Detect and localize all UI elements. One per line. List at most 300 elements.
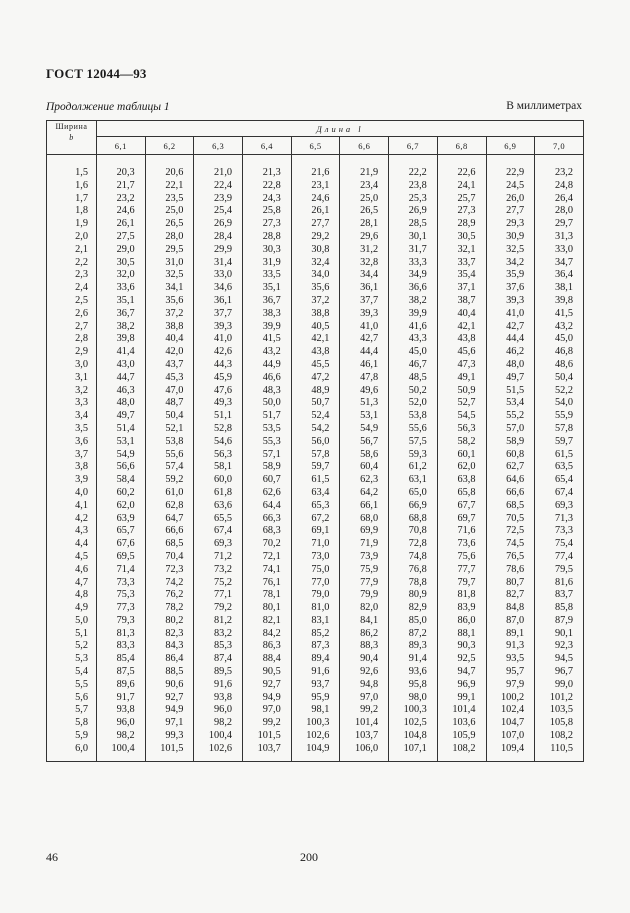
- width-cell: 2,8: [47, 333, 97, 346]
- value-cell: 86,3: [243, 640, 292, 653]
- value-cell: 98,1: [291, 704, 340, 717]
- value-cell: 45,0: [535, 333, 584, 346]
- value-cell: 98,2: [97, 730, 146, 743]
- value-cell: 27,3: [437, 205, 486, 218]
- table-row: [47, 666, 584, 679]
- value-cell: 57,5: [389, 436, 438, 449]
- value-cell: 48,3: [243, 385, 292, 398]
- value-cell: 52,2: [535, 385, 584, 398]
- value-cell: 91,3: [486, 640, 535, 653]
- value-cell: 83,1: [291, 615, 340, 628]
- table-body: [47, 155, 584, 762]
- table-row: [47, 359, 584, 372]
- value-cell: 82,1: [243, 615, 292, 628]
- value-cell: 30,9: [486, 231, 535, 244]
- value-cell: 41,0: [194, 333, 243, 346]
- value-cell: 98,0: [389, 692, 438, 705]
- width-cell: 4,6: [47, 564, 97, 577]
- table-row: [47, 564, 584, 577]
- value-cell: 38,3: [243, 308, 292, 321]
- value-cell: 47,6: [194, 385, 243, 398]
- value-cell: 29,7: [535, 218, 584, 231]
- value-cell: 22,1: [145, 180, 194, 193]
- value-cell: 91,7: [97, 692, 146, 705]
- value-cell: 29,5: [145, 244, 194, 257]
- width-cell: 4,0: [47, 487, 97, 500]
- value-cell: 42,7: [486, 321, 535, 334]
- value-cell: 27,7: [486, 205, 535, 218]
- value-cell: 93,5: [486, 653, 535, 666]
- width-cell: 5,5: [47, 679, 97, 692]
- value-cell: 36,7: [97, 308, 146, 321]
- value-cell: 58,2: [437, 436, 486, 449]
- table-row: [47, 692, 584, 705]
- value-cell: 94,9: [243, 692, 292, 705]
- value-cell: 47,3: [437, 359, 486, 372]
- value-cell: 48,6: [535, 359, 584, 372]
- value-cell: 107,0: [486, 730, 535, 743]
- value-cell: 27,3: [243, 218, 292, 231]
- value-cell: 32,8: [340, 257, 389, 270]
- length-column-header: 7,0: [535, 137, 584, 155]
- value-cell: 32,5: [486, 244, 535, 257]
- value-cell: 26,9: [194, 218, 243, 231]
- value-cell: 93,8: [194, 692, 243, 705]
- value-cell: 22,4: [194, 180, 243, 193]
- value-cell: 35,1: [97, 295, 146, 308]
- value-cell: 63,1: [389, 474, 438, 487]
- width-cell: 4,3: [47, 525, 97, 538]
- value-cell: 56,6: [97, 461, 146, 474]
- value-cell: 45,5: [291, 359, 340, 372]
- value-cell: 41,0: [340, 321, 389, 334]
- value-cell: 79,3: [97, 615, 146, 628]
- value-cell: 60,8: [486, 449, 535, 462]
- value-cell: 71,9: [340, 538, 389, 551]
- value-cell: 62,7: [486, 461, 535, 474]
- width-cell: 1,7: [47, 193, 97, 206]
- length-column-header: 6,4: [243, 137, 292, 155]
- value-cell: 37,2: [145, 308, 194, 321]
- value-cell: 29,0: [97, 244, 146, 257]
- value-cell: 46,6: [243, 372, 292, 385]
- table-row: [47, 231, 584, 244]
- sheet-number: 200: [300, 850, 318, 864]
- value-cell: 69,1: [291, 525, 340, 538]
- value-cell: 45,0: [389, 346, 438, 359]
- value-cell: 46,7: [389, 359, 438, 372]
- value-cell: 78,8: [389, 577, 438, 590]
- length-column-header: 6,2: [145, 137, 194, 155]
- value-cell: 81,0: [291, 602, 340, 615]
- value-cell: 50,4: [145, 410, 194, 423]
- width-cell: 5,9: [47, 730, 97, 743]
- value-cell: 52,4: [291, 410, 340, 423]
- value-cell: 26,4: [535, 193, 584, 206]
- table-row: [47, 551, 584, 564]
- table-row: [47, 269, 584, 282]
- table-row: [47, 704, 584, 717]
- value-cell: 28,0: [535, 205, 584, 218]
- width-cell: 2,5: [47, 295, 97, 308]
- value-cell: 104,7: [486, 717, 535, 730]
- value-cell: 84,3: [145, 640, 194, 653]
- value-cell: 62,6: [243, 487, 292, 500]
- value-cell: 50,2: [389, 385, 438, 398]
- value-cell: 25,8: [243, 205, 292, 218]
- value-cell: 96,7: [535, 666, 584, 679]
- value-cell: 90,6: [145, 679, 194, 692]
- table-row: [47, 205, 584, 218]
- value-cell: 101,5: [145, 743, 194, 761]
- units-caption: В миллиметрах: [506, 100, 582, 112]
- table-continuation-caption: Продолжение таблицы 1: [46, 101, 170, 113]
- value-cell: 62,8: [145, 500, 194, 513]
- value-cell: 48,5: [389, 372, 438, 385]
- value-cell: 67,2: [291, 513, 340, 526]
- value-cell: 66,6: [145, 525, 194, 538]
- table-row: [47, 449, 584, 462]
- value-cell: 65,3: [291, 500, 340, 513]
- value-cell: 30,8: [291, 244, 340, 257]
- value-cell: 68,5: [486, 500, 535, 513]
- value-cell: 81,2: [194, 615, 243, 628]
- value-cell: 38,8: [291, 308, 340, 321]
- value-cell: 75,2: [194, 577, 243, 590]
- value-cell: 110,5: [535, 743, 584, 761]
- length-group-header: Длина l: [97, 121, 584, 137]
- value-cell: 69,5: [97, 551, 146, 564]
- value-cell: 33,7: [437, 257, 486, 270]
- value-cell: 60,7: [243, 474, 292, 487]
- value-cell: 58,9: [486, 436, 535, 449]
- value-cell: 21,3: [243, 155, 292, 180]
- value-cell: 55,6: [145, 449, 194, 462]
- value-cell: 83,7: [535, 589, 584, 602]
- value-cell: 60,2: [97, 487, 146, 500]
- value-cell: 85,3: [194, 640, 243, 653]
- width-header-symbol: b: [69, 133, 74, 142]
- table-row: [47, 436, 584, 449]
- value-cell: 64,2: [340, 487, 389, 500]
- value-cell: 41,4: [97, 346, 146, 359]
- value-cell: 41,6: [389, 321, 438, 334]
- value-cell: 29,9: [194, 244, 243, 257]
- value-cell: 96,0: [194, 704, 243, 717]
- value-cell: 34,2: [486, 257, 535, 270]
- value-cell: 91,6: [194, 679, 243, 692]
- width-cell: 3,0: [47, 359, 97, 372]
- table-row: [47, 653, 584, 666]
- value-cell: 70,8: [389, 525, 438, 538]
- value-cell: 79,7: [437, 577, 486, 590]
- value-cell: 26,1: [291, 205, 340, 218]
- value-cell: 31,0: [145, 257, 194, 270]
- value-cell: 80,7: [486, 577, 535, 590]
- value-cell: 71,3: [535, 513, 584, 526]
- value-cell: 85,2: [291, 628, 340, 641]
- value-cell: 23,4: [340, 180, 389, 193]
- width-cell: 5,1: [47, 628, 97, 641]
- value-cell: 40,4: [145, 333, 194, 346]
- value-cell: 47,0: [145, 385, 194, 398]
- width-cell: 4,1: [47, 500, 97, 513]
- value-cell: 39,9: [389, 308, 438, 321]
- value-cell: 55,9: [535, 410, 584, 423]
- value-cell: 64,7: [145, 513, 194, 526]
- value-cell: 24,3: [243, 193, 292, 206]
- value-cell: 66,3: [243, 513, 292, 526]
- width-cell: 5,7: [47, 704, 97, 717]
- value-cell: 71,4: [97, 564, 146, 577]
- value-cell: 56,0: [291, 436, 340, 449]
- value-cell: 73,3: [535, 525, 584, 538]
- value-cell: 96,0: [97, 717, 146, 730]
- value-cell: 32,1: [437, 244, 486, 257]
- value-cell: 87,3: [291, 640, 340, 653]
- value-cell: 87,5: [97, 666, 146, 679]
- width-cell: 5,4: [47, 666, 97, 679]
- value-cell: 50,4: [535, 372, 584, 385]
- value-cell: 23,1: [291, 180, 340, 193]
- value-cell: 39,9: [243, 321, 292, 334]
- value-cell: 26,5: [340, 205, 389, 218]
- length-column-header: 6,6: [340, 137, 389, 155]
- table-row: [47, 180, 584, 193]
- value-cell: 38,2: [389, 295, 438, 308]
- width-cell: 2,9: [47, 346, 97, 359]
- value-cell: 68,8: [389, 513, 438, 526]
- width-cell: 2,4: [47, 282, 97, 295]
- value-cell: 43,8: [291, 346, 340, 359]
- value-cell: 30,3: [243, 244, 292, 257]
- length-column-header: 6,9: [486, 137, 535, 155]
- table-row: [47, 295, 584, 308]
- value-cell: 66,6: [486, 487, 535, 500]
- value-cell: 66,9: [389, 500, 438, 513]
- value-cell: 81,8: [437, 589, 486, 602]
- table-row: [47, 602, 584, 615]
- value-cell: 80,1: [243, 602, 292, 615]
- value-cell: 99,0: [535, 679, 584, 692]
- value-cell: 46,3: [97, 385, 146, 398]
- value-cell: 21,0: [194, 155, 243, 180]
- value-cell: 49,7: [486, 372, 535, 385]
- value-cell: 51,5: [486, 385, 535, 398]
- value-cell: 61,5: [291, 474, 340, 487]
- value-cell: 61,8: [194, 487, 243, 500]
- value-cell: 20,6: [145, 155, 194, 180]
- value-cell: 82,9: [389, 602, 438, 615]
- value-cell: 100,4: [194, 730, 243, 743]
- table-row: [47, 321, 584, 334]
- value-cell: 56,3: [194, 449, 243, 462]
- value-cell: 55,6: [389, 423, 438, 436]
- width-cell: 1,8: [47, 205, 97, 218]
- value-cell: 29,3: [486, 218, 535, 231]
- value-cell: 80,9: [389, 589, 438, 602]
- value-cell: 70,5: [486, 513, 535, 526]
- value-cell: 27,5: [97, 231, 146, 244]
- width-cell: 5,3: [47, 653, 97, 666]
- value-cell: 104,9: [291, 743, 340, 761]
- value-cell: 63,4: [291, 487, 340, 500]
- value-cell: 106,0: [340, 743, 389, 761]
- width-cell: 3,1: [47, 372, 97, 385]
- value-cell: 98,2: [194, 717, 243, 730]
- value-cell: 40,5: [291, 321, 340, 334]
- value-cell: 100,2: [486, 692, 535, 705]
- table-row: [47, 193, 584, 206]
- value-cell: 39,8: [97, 333, 146, 346]
- value-cell: 47,8: [340, 372, 389, 385]
- value-cell: 102,4: [486, 704, 535, 717]
- value-cell: 44,4: [486, 333, 535, 346]
- table-row: [47, 372, 584, 385]
- value-cell: 101,5: [243, 730, 292, 743]
- value-cell: 82,0: [340, 602, 389, 615]
- value-cell: 93,6: [389, 666, 438, 679]
- width-cell: 3,2: [47, 385, 97, 398]
- value-cell: 35,6: [145, 295, 194, 308]
- value-cell: 24,5: [486, 180, 535, 193]
- value-cell: 36,1: [194, 295, 243, 308]
- value-cell: 99,1: [437, 692, 486, 705]
- value-cell: 101,2: [535, 692, 584, 705]
- width-cell: 6,0: [47, 743, 97, 761]
- value-cell: 43,3: [389, 333, 438, 346]
- value-cell: 48,0: [97, 397, 146, 410]
- value-cell: 57,4: [145, 461, 194, 474]
- value-cell: 21,6: [291, 155, 340, 180]
- value-cell: 80,2: [145, 615, 194, 628]
- value-cell: 94,9: [145, 704, 194, 717]
- value-cell: 79,0: [291, 589, 340, 602]
- width-cell: 4,8: [47, 589, 97, 602]
- value-cell: 35,6: [291, 282, 340, 295]
- value-cell: 99,3: [145, 730, 194, 743]
- value-cell: 85,4: [97, 653, 146, 666]
- value-cell: 32,5: [145, 269, 194, 282]
- value-cell: 25,3: [389, 193, 438, 206]
- value-cell: 51,1: [194, 410, 243, 423]
- value-cell: 90,4: [340, 653, 389, 666]
- value-cell: 23,5: [145, 193, 194, 206]
- value-cell: 88,3: [340, 640, 389, 653]
- value-cell: 78,2: [145, 602, 194, 615]
- value-cell: 92,6: [340, 666, 389, 679]
- value-cell: 92,7: [145, 692, 194, 705]
- value-cell: 42,6: [194, 346, 243, 359]
- value-cell: 34,7: [535, 257, 584, 270]
- value-cell: 36,1: [340, 282, 389, 295]
- value-cell: 89,6: [97, 679, 146, 692]
- value-cell: 63,8: [437, 474, 486, 487]
- value-cell: 91,6: [291, 666, 340, 679]
- value-cell: 77,3: [97, 602, 146, 615]
- value-cell: 95,7: [486, 666, 535, 679]
- value-cell: 84,2: [243, 628, 292, 641]
- value-cell: 76,5: [486, 551, 535, 564]
- value-cell: 100,3: [291, 717, 340, 730]
- value-cell: 35,9: [486, 269, 535, 282]
- value-cell: 102,6: [291, 730, 340, 743]
- value-cell: 77,7: [437, 564, 486, 577]
- value-cell: 53,8: [145, 436, 194, 449]
- value-cell: 61,2: [389, 461, 438, 474]
- value-cell: 22,9: [486, 155, 535, 180]
- value-cell: 97,0: [243, 704, 292, 717]
- value-cell: 27,7: [291, 218, 340, 231]
- value-cell: 62,0: [437, 461, 486, 474]
- value-cell: 37,2: [291, 295, 340, 308]
- width-cell: 1,6: [47, 180, 97, 193]
- width-cell: 2,7: [47, 321, 97, 334]
- value-cell: 76,8: [389, 564, 438, 577]
- width-cell: 5,0: [47, 615, 97, 628]
- value-cell: 87,9: [535, 615, 584, 628]
- value-cell: 95,9: [291, 692, 340, 705]
- value-cell: 86,4: [145, 653, 194, 666]
- table-row: [47, 640, 584, 653]
- value-cell: 79,9: [340, 589, 389, 602]
- value-cell: 25,7: [437, 193, 486, 206]
- table-row: [47, 513, 584, 526]
- value-cell: 38,8: [145, 321, 194, 334]
- value-cell: 77,4: [535, 551, 584, 564]
- width-cell: 4,2: [47, 513, 97, 526]
- value-cell: 24,6: [291, 193, 340, 206]
- value-cell: 107,1: [389, 743, 438, 761]
- value-cell: 52,8: [194, 423, 243, 436]
- value-cell: 90,1: [535, 628, 584, 641]
- length-columns-header-row: [47, 137, 584, 155]
- width-cell: 4,5: [47, 551, 97, 564]
- value-cell: 26,5: [145, 218, 194, 231]
- value-cell: 68,5: [145, 538, 194, 551]
- value-cell: 23,8: [389, 180, 438, 193]
- width-cell: 3,4: [47, 410, 97, 423]
- value-cell: 44,4: [340, 346, 389, 359]
- value-cell: 44,3: [194, 359, 243, 372]
- value-cell: 58,4: [97, 474, 146, 487]
- value-cell: 63,6: [194, 500, 243, 513]
- value-cell: 102,6: [194, 743, 243, 761]
- value-cell: 25,4: [194, 205, 243, 218]
- value-cell: 42,1: [437, 321, 486, 334]
- value-cell: 81,6: [535, 577, 584, 590]
- value-cell: 34,0: [291, 269, 340, 282]
- value-cell: 25,0: [340, 193, 389, 206]
- value-cell: 82,3: [145, 628, 194, 641]
- value-cell: 71,0: [291, 538, 340, 551]
- value-cell: 71,6: [437, 525, 486, 538]
- table-row: [47, 282, 584, 295]
- value-cell: 88,5: [145, 666, 194, 679]
- value-cell: 25,0: [145, 205, 194, 218]
- value-cell: 37,1: [437, 282, 486, 295]
- value-cell: 88,1: [437, 628, 486, 641]
- value-cell: 105,8: [535, 717, 584, 730]
- value-cell: 67,7: [437, 500, 486, 513]
- value-cell: 34,1: [145, 282, 194, 295]
- value-cell: 24,8: [535, 180, 584, 193]
- value-cell: 83,9: [437, 602, 486, 615]
- value-cell: 108,2: [535, 730, 584, 743]
- value-cell: 38,2: [97, 321, 146, 334]
- value-cell: 59,2: [145, 474, 194, 487]
- value-cell: 73,0: [291, 551, 340, 564]
